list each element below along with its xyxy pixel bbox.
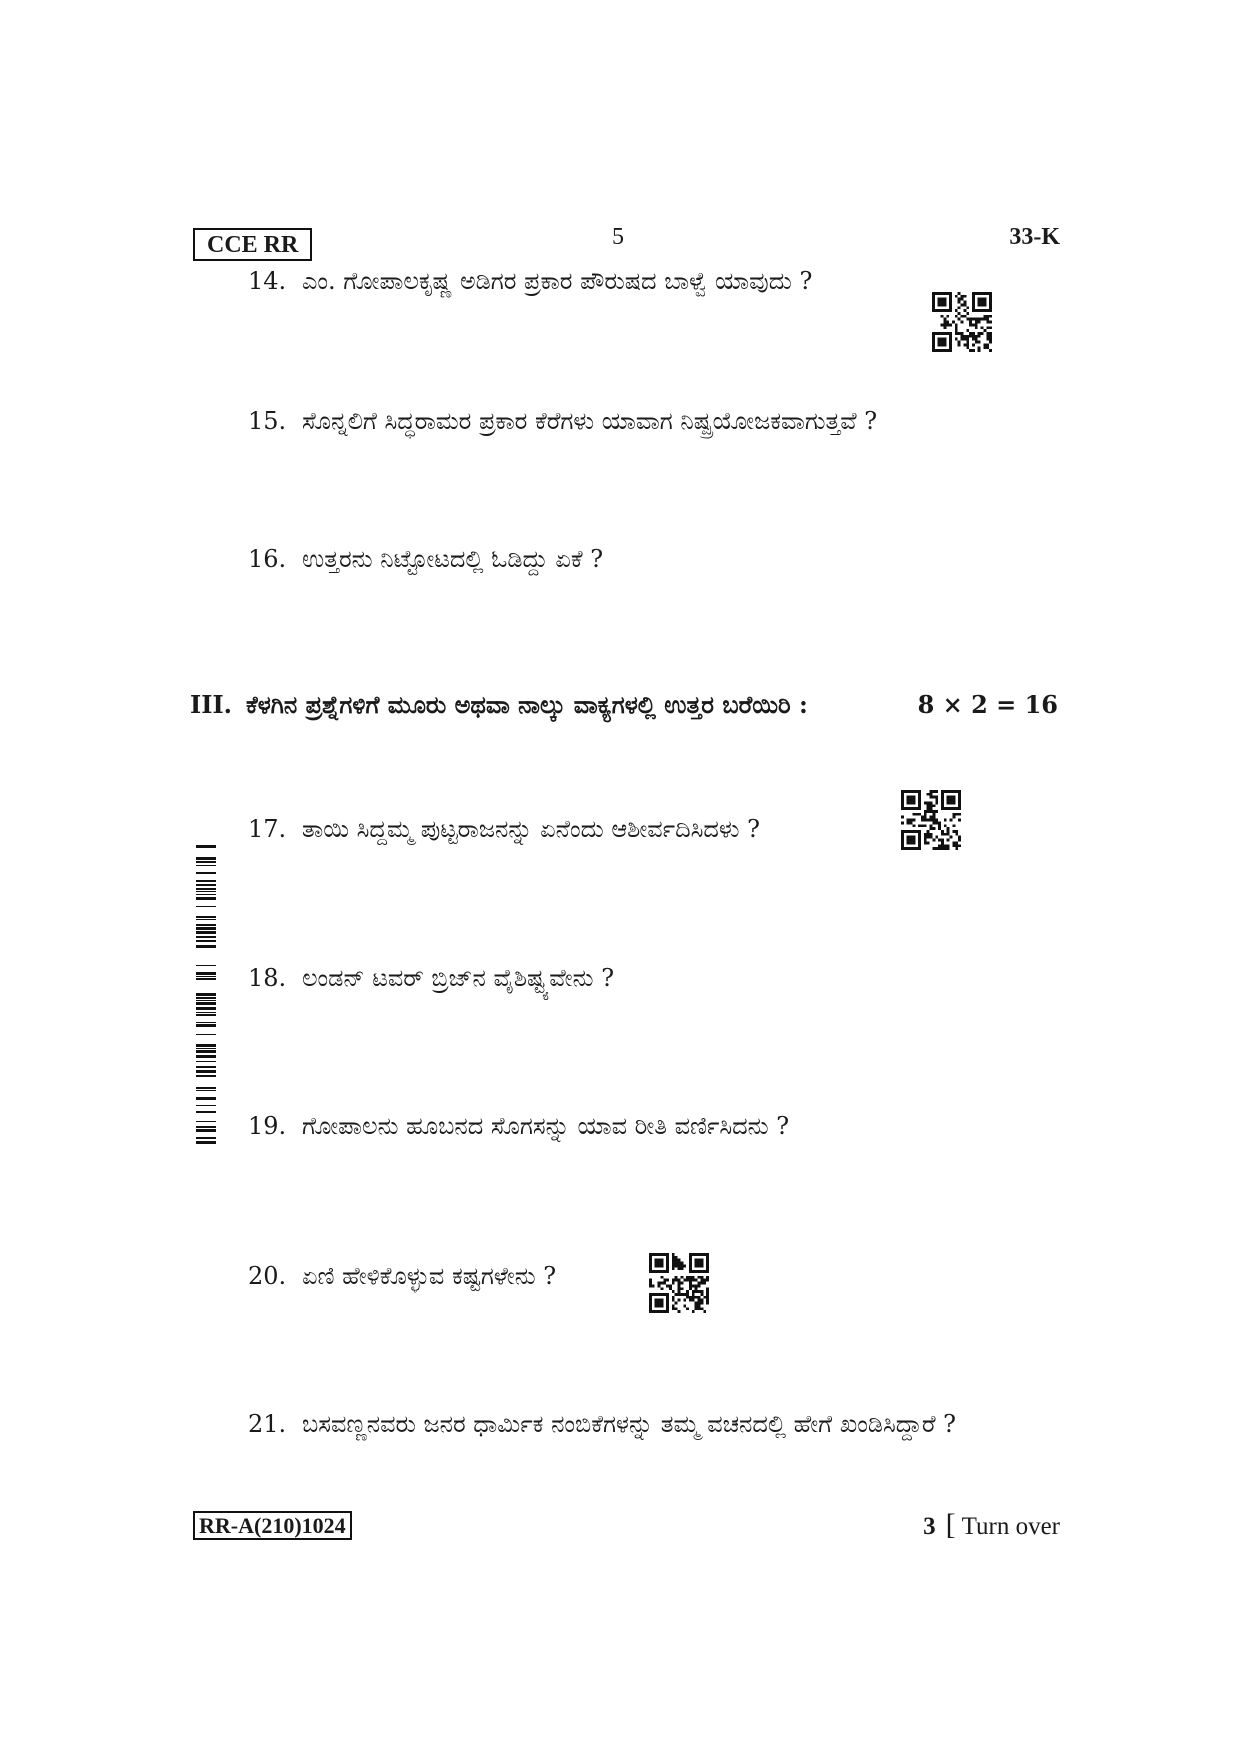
- question-number: 17.: [248, 815, 287, 843]
- question-18: [248, 964, 614, 992]
- question-14: [248, 267, 812, 295]
- qr-code-icon: [649, 1253, 709, 1313]
- section-heading: [190, 690, 1058, 719]
- qr-code-icon: [932, 292, 992, 352]
- question-17: [248, 815, 760, 843]
- turn-over-label: Turn over: [961, 1513, 1060, 1540]
- question-number: 16.: [248, 545, 287, 573]
- question-text: ಗೋಪಾಲನು ಹೂಬನದ ಸೊಗಸನ್ನು ಯಾವ ರೀತಿ ವರ್ಣಿಸಿದನು ?: [302, 1112, 790, 1140]
- paper-code: 33-K: [1009, 224, 1060, 250]
- question-number: 20.: [248, 1262, 287, 1290]
- question-text: ಉತ್ತರನು ನಿಟ್ಟೋಟದಲ್ಲಿ ಓಡಿದ್ದು ಏಕೆ ?: [302, 545, 604, 573]
- footer-right: [923, 1508, 1060, 1542]
- barcode-icon: [196, 845, 216, 1145]
- question-text: ಸೊನ್ನಲಿಗೆ ಸಿದ್ಧರಾಮರ ಪ್ರಕಾರ ಕೆರೆಗಳು ಯಾವಾಗ ನಿಷ್ಪ್ರಯೋಜಕವಾಗುತ್ತವೆ ?: [302, 407, 878, 435]
- section-instruction: ಕೆಳಗಿನ ಪ್ರಶ್ನೆಗಳಿಗೆ ಮೂರು ಅಥವಾ ನಾಲ್ಕು ವಾಕ್ಯಗಳಲ್ಲಿ ಉತ್ತರ ಬರೆಯಿರಿ :: [246, 690, 808, 719]
- question-text: ಎಂ. ಗೋಪಾಲಕೃಷ್ಣ ಅಡಿಗರ ಪ್ರಕಾರ ಪೌರುಷದ ಬಾಳ್ವೆ ಯಾವುದು ?: [302, 267, 813, 295]
- booklet-code: RR-A(210)1024: [193, 1511, 352, 1540]
- question-number: 15.: [248, 407, 287, 435]
- question-16: [248, 545, 603, 573]
- question-19: [248, 1112, 789, 1140]
- section-roman: III.: [190, 690, 233, 719]
- question-number: 18.: [248, 964, 287, 992]
- question-15: [248, 407, 877, 435]
- question-text: ಏಣಿ ಹೇಳಿಕೊಳ್ಳುವ ಕಷ್ಟಗಳೇನು ?: [302, 1262, 557, 1290]
- question-text: ತಾಯಿ ಸಿದ್ದಮ್ಮ ಪುಟ್ಟರಾಜನನ್ನು ಏನೆಂದು ಆಶೀರ್ವದಿಸಿದಳು ?: [302, 815, 761, 843]
- series-label: CCE RR: [193, 228, 312, 261]
- section-marks: 8 × 2 = 16: [917, 690, 1058, 719]
- question-number: 14.: [248, 267, 287, 295]
- question-number: 19.: [248, 1112, 287, 1140]
- qr-code-icon: [901, 790, 961, 850]
- question-text: ಲಂಡನ್ ಟವರ್ ಬ್ರಿಜ್‌ನ ವೈಶಿಷ್ಟ್ಯವೇನು ?: [302, 964, 615, 992]
- sheet-number: 3: [923, 1513, 936, 1540]
- bracket: [: [945, 1508, 956, 1541]
- question-number: 21.: [248, 1410, 287, 1438]
- question-text: ಬಸವಣ್ಣನವರು ಜನರ ಧಾರ್ಮಿಕ ನಂಬಿಕೆಗಳನ್ನು ತಮ್ಮ ವಚನದಲ್ಲಿ ಹೇಗೆ ಖಂಡಿಸಿದ್ದಾರೆ ?: [302, 1410, 957, 1438]
- page-number: 5: [612, 224, 624, 250]
- question-21: [248, 1410, 956, 1438]
- question-20: [248, 1262, 556, 1290]
